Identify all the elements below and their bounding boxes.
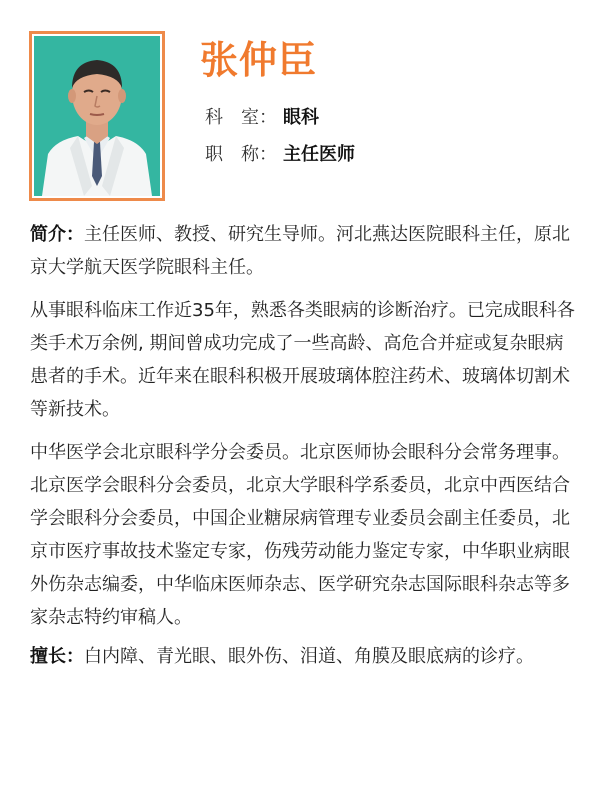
department-row [205,106,319,130]
doctor-name: 张仲臣 [200,38,318,82]
memberships-text: 中华医学会北京眼科学分会委员。北京医师协会眼科分会常务理事。北京医学会眼科分会委员，北京大学眼科学系委员，北京中西医结合学会眼科分会委员，中国企业糖尿病管理专业委员会副主任委员，北京市医疗事故技术鉴定专家，伤残劳动能力鉴定专家，中华职业病眼外伤杂志编委，中华临床医师杂志、医学研究杂志国际眼科杂志等多家杂志特约审稿人。 [30,442,570,628]
title-value: 主任医师 [283,144,355,165]
experience-text: 从事眼科临床工作近35年，熟悉各类眼病的诊断治疗。已完成眼科各类手术万余例, 期间曾成功完成了一些高龄、高危合并症或复杂眼病患者的手术。近年来在眼科积极开展玻璃体腔注药术、玻璃体切割术等新技术。 [30,300,575,420]
title-row [205,143,355,167]
specialty-paragraph [30,640,575,673]
intro-text: 主任医师、教授、研究生导师。河北燕达医院眼科主任，原北京大学航天医学院眼科主任。 [30,224,570,278]
intro-paragraph [30,218,575,284]
department-label: 科 室： [205,107,277,128]
specialty-text: 白内障、青光眼、眼外伤、泪道、角膜及眼底病的诊疗。 [84,646,534,667]
title-label: 职 称： [205,144,277,165]
department-value: 眼科 [283,107,319,128]
profile-content [30,218,575,683]
memberships-paragraph [30,436,575,634]
intro-label: 简介： [30,224,84,245]
doctor-photo-frame [29,31,165,201]
doctor-photo [34,36,160,196]
specialty-label: 擅长： [30,646,84,667]
experience-paragraph [30,294,575,426]
